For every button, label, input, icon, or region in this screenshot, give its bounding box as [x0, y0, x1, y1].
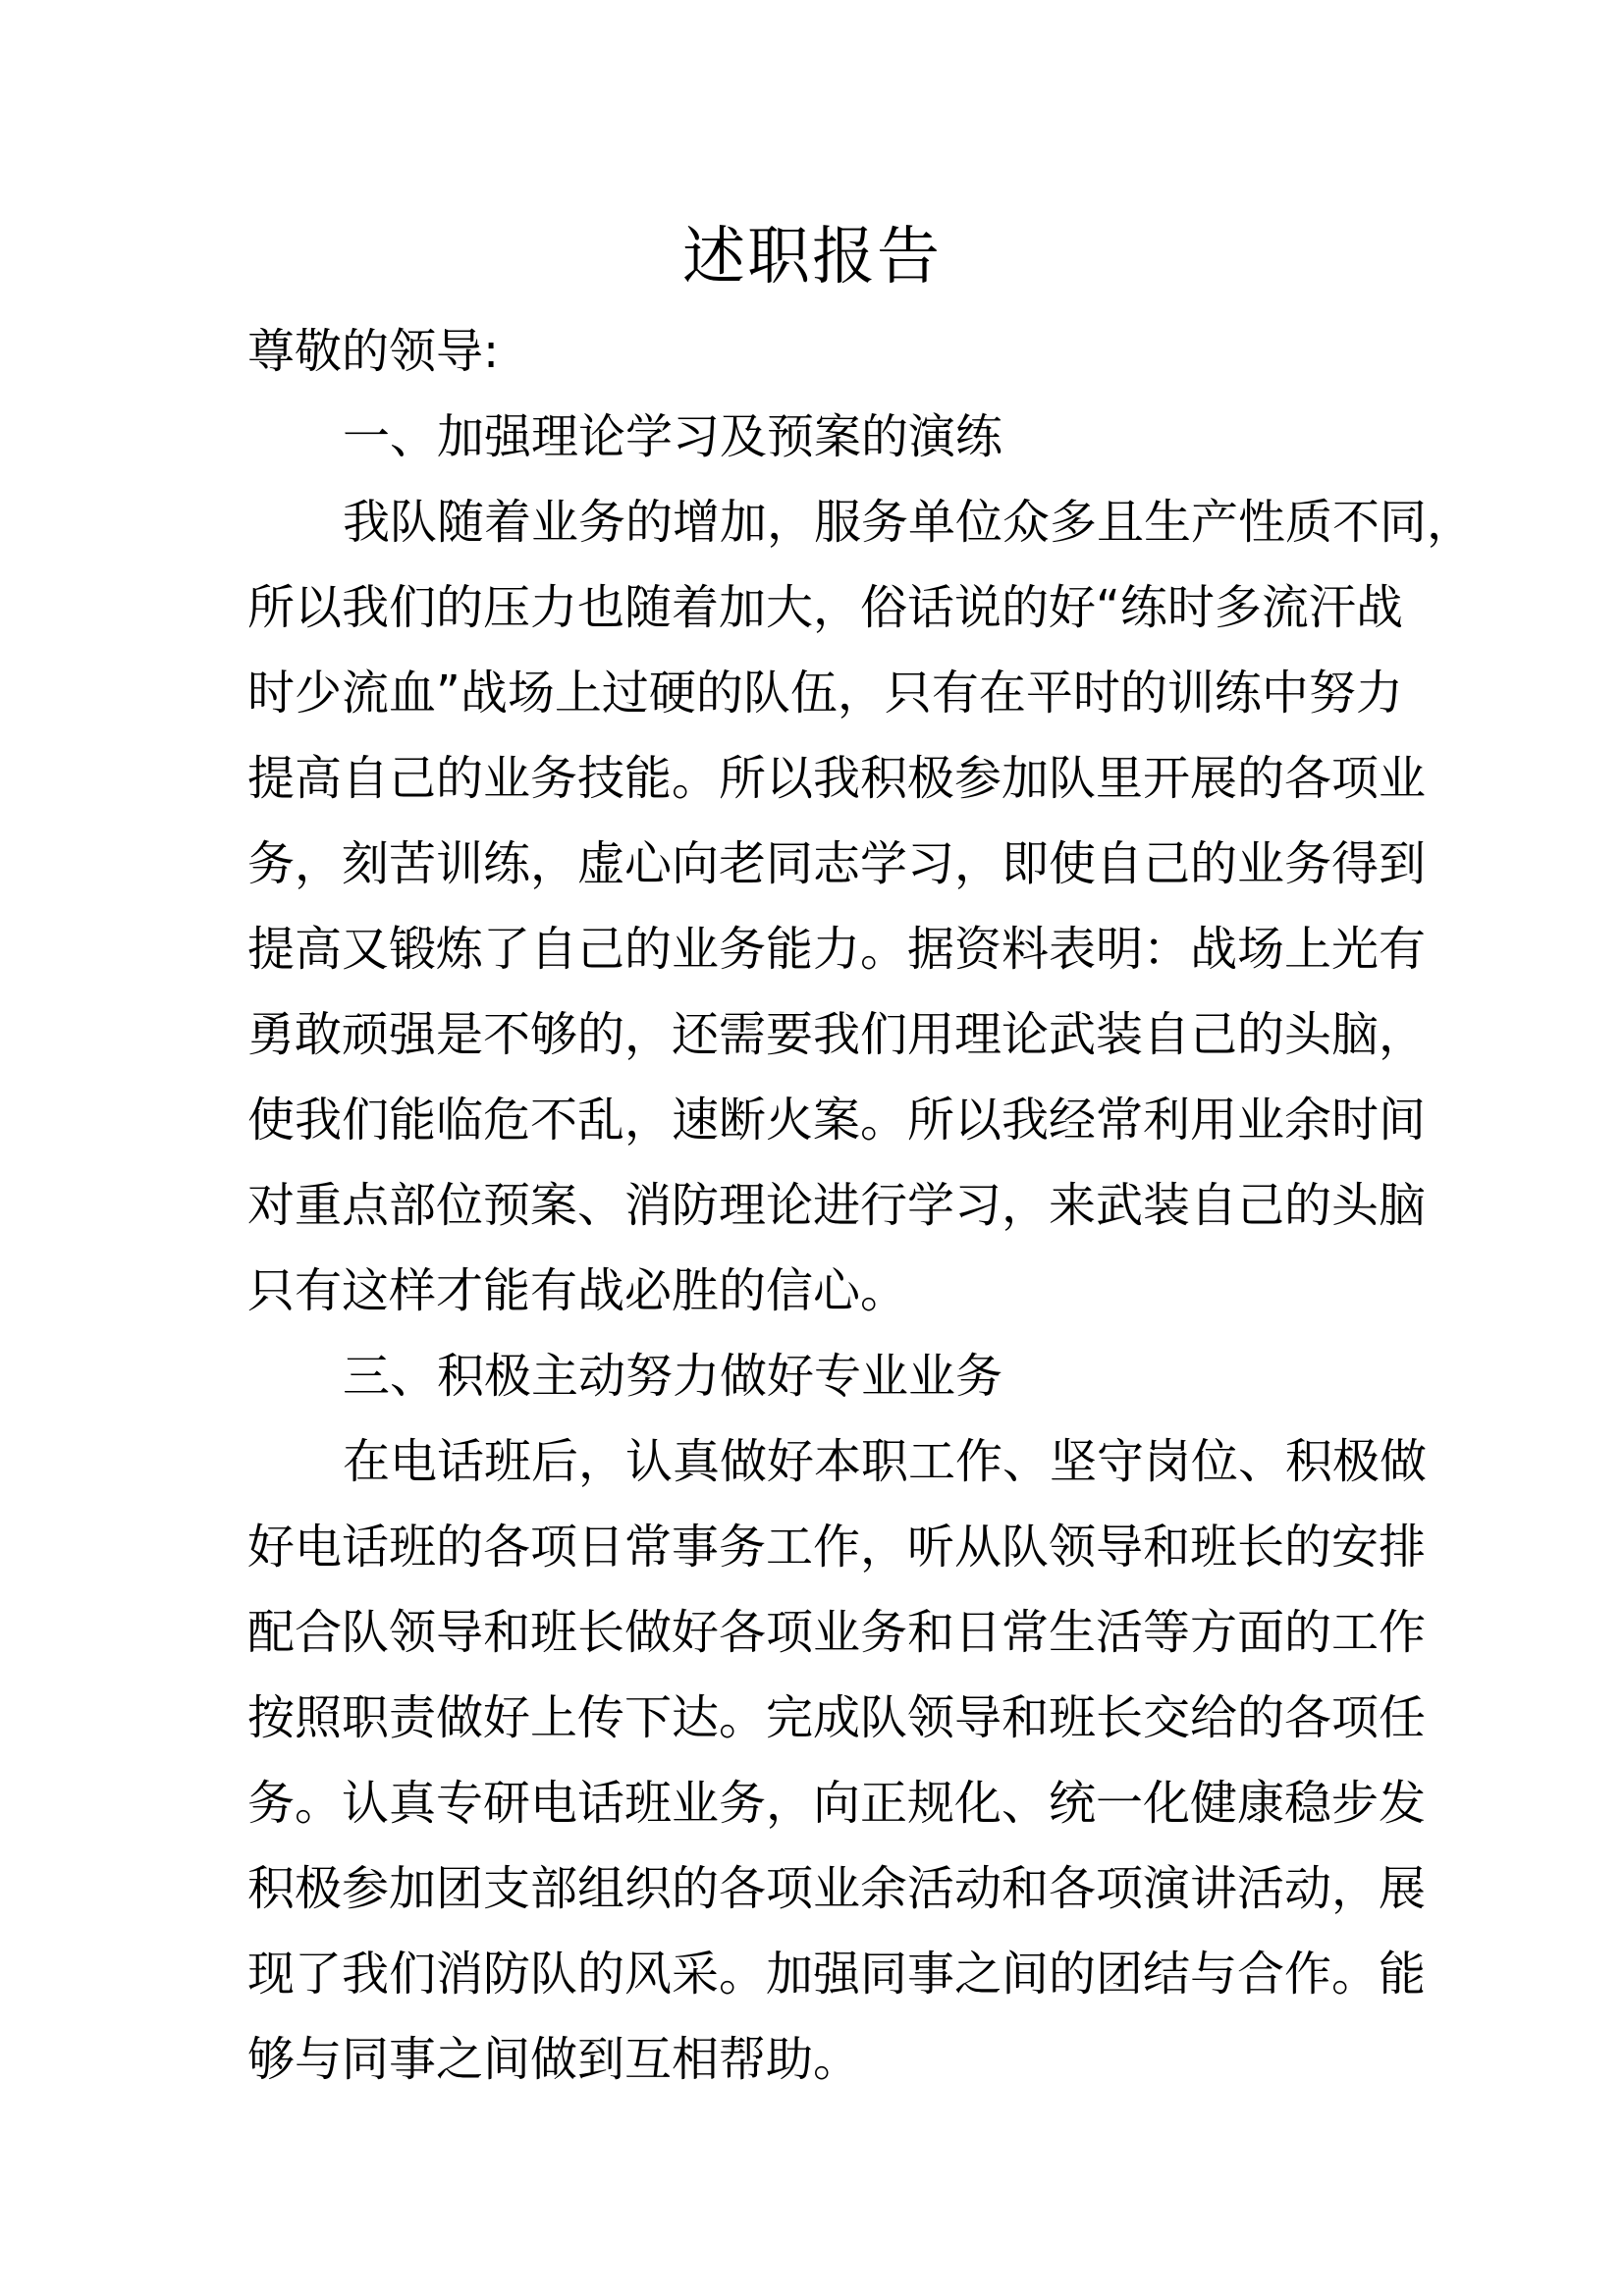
paragraph-line: 现了我们消防队的风采。加强同事之间的团结与合作。能: [247, 1947, 1427, 2002]
document-title: 述职报告: [682, 221, 942, 294]
paragraph-line: 提高又锻炼了自己的业务能力。据资料表明：战场上光有: [247, 922, 1427, 977]
salutation: 尊敬的领导:: [247, 324, 500, 379]
paragraph-line: 好电话班的各项日常事务工作，听从队领导和班长的安排: [247, 1520, 1427, 1575]
document-body: [247, 309, 1475, 2103]
paragraph-line: 提高自己的业务技能。所以我积极参加队里开展的各项业: [247, 751, 1427, 806]
paragraph-line: 勇敢顽强是不够的，还需要我们用理论武装自己的头脑，: [247, 1007, 1427, 1062]
section-heading: 三、积极主动努力做好专业业务: [343, 1349, 1003, 1404]
paragraph-line: 时少流血”战场上过硬的队伍，只有在平时的训练中努力: [247, 666, 1403, 721]
paragraph-line: 配合队领导和班长做好各项业务和日常生活等方面的工作: [247, 1605, 1427, 1660]
section-heading: 一、加强理论学习及预案的演练: [343, 409, 1003, 464]
paragraph-line: 只有这样才能有战必胜的信心。: [247, 1263, 908, 1318]
paragraph-line: 对重点部位预案、消防理论进行学习，来武装自己的头脑: [247, 1178, 1427, 1233]
paragraph-line: 按照职责做好上传下达。完成队领导和班长交给的各项任: [247, 1690, 1427, 1745]
paragraph-line: 够与同事之间做到互相帮助。: [247, 2032, 861, 2087]
paragraph-line: 务。认真专研电话班业务，向正规化、统一化健康稳步发: [247, 1776, 1427, 1831]
paragraph-line: 使我们能临危不乱，速断火案。所以我经常利用业余时间: [247, 1093, 1427, 1148]
paragraph-line: 在电话班后，认真做好本职工作、坚守岗位、积极做: [343, 1434, 1428, 1489]
paragraph-line: 我队随着业务的增加，服务单位众多且生产性质不同，: [343, 495, 1475, 550]
paragraph-line: 所以我们的压力也随着加大，俗话说的好“练时多流汗战: [247, 580, 1403, 635]
paragraph-line: 务，刻苦训练，虚心向老同志学习，即使自己的业务得到: [247, 836, 1427, 891]
paragraph-line: 积极参加团支部组织的各项业余活动和各项演讲活动，展: [247, 1861, 1427, 1916]
